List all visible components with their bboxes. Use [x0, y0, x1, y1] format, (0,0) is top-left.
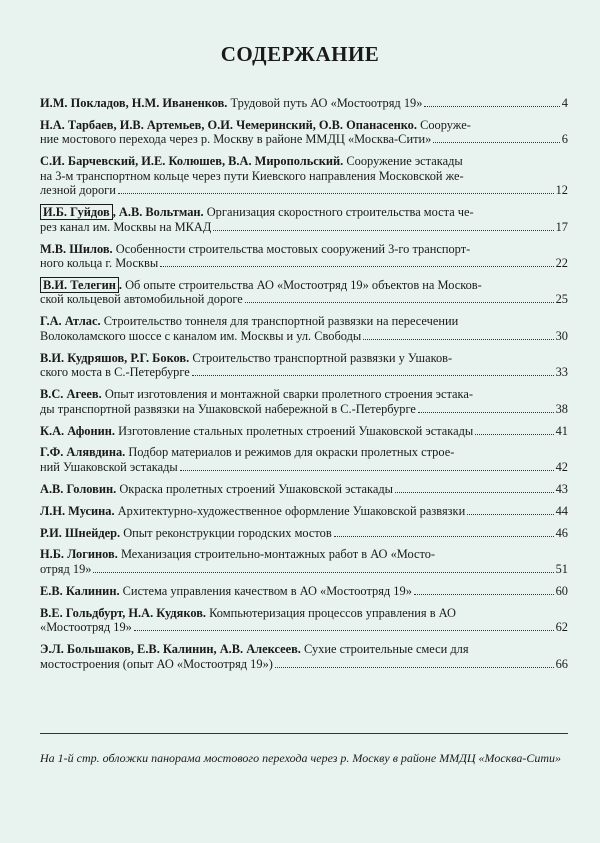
toc-entry-authors: С.И. Барчевский, И.Е. Колюшев, В.А. Миропольский. [40, 154, 344, 169]
toc-entry-title: на 3-м транспортном кольце через пути Киевского направления Московской же- [40, 168, 464, 183]
toc-entry-title: ний Ушаковской эстакады [40, 459, 178, 474]
dot-leader [118, 193, 554, 194]
dot-leader [433, 142, 559, 143]
toc-entry-title: ды транспортной развязки на Ушаковской набережной в С.-Петербурге [40, 401, 416, 416]
toc-entry[interactable] [40, 547, 568, 576]
toc-entry-page: 66 [555, 656, 568, 671]
toc-entry[interactable] [40, 445, 568, 474]
toc-entry-page: 43 [555, 481, 568, 496]
toc-entry-title: отряд 19» [40, 561, 92, 576]
toc-entry-title: Опыт реконструкции городских мостов [123, 525, 332, 540]
toc-entry-page: 30 [555, 328, 568, 343]
dot-leader [414, 594, 554, 595]
toc-entry-title: Сооружение эстакады [346, 154, 463, 169]
toc-entry-authors: Р.И. Шнейдер. [40, 525, 121, 540]
toc-entry-title: Архитектурно-художественное оформление Ушаковской развязки [117, 503, 466, 518]
toc-entry-title: Волоколамского шоссе с каналом им. Москвы и ул. Свободы [40, 328, 362, 343]
dot-leader [395, 492, 554, 493]
dot-leader [180, 470, 554, 471]
dot-leader [192, 375, 554, 376]
toc-entry-title: Сооруже- [420, 117, 471, 132]
toc-entry-page: 60 [555, 583, 568, 598]
toc-entry-page: 17 [555, 219, 568, 234]
toc-entry-authors: . [118, 277, 122, 292]
toc-entry-authors: , А.В. Вольтман. [112, 205, 204, 220]
toc-entry-authors: Н.Б. Логинов. [40, 547, 118, 562]
dot-leader [93, 572, 553, 573]
toc-entry-page: 41 [555, 423, 568, 438]
toc-entry-authors: М.В. Шилов. [40, 241, 113, 256]
toc-entry-title: ние мостового перехода через р. Москву в районе ММДЦ «Москва-Сити» [40, 132, 432, 147]
toc-entry-page: 25 [555, 292, 568, 307]
dot-leader [363, 339, 553, 340]
toc-entry-title: Строительство транспортной развязки у Ушаков- [192, 350, 453, 365]
cover-note: На 1-й стр. обложки панорама мостового перехода через р. Москву в районе ММДЦ «Москва-Сити» [40, 751, 562, 765]
toc-entry-authors: Г.А. Атлас. [40, 314, 101, 329]
dot-leader [467, 514, 553, 515]
toc-entry-title: Изготовление стальных пролетных строений Ушаковской эстакады [118, 423, 474, 438]
toc-entry-authors: Э.Л. Большаков, Е.В. Калинин, А.В. Алексеев. [40, 642, 301, 657]
toc-entry[interactable] [40, 482, 568, 497]
toc-entry-authors: В.И. Кудряшов, Р.Г. Боков. [40, 350, 190, 365]
toc-entry[interactable] [40, 424, 568, 439]
toc-entry-authors: Г.Ф. Алявдина. [40, 445, 126, 460]
dot-leader [334, 536, 554, 537]
toc-entry-authors: Е.В. Калинин. [40, 583, 120, 598]
toc-entry[interactable] [40, 314, 568, 343]
toc-entry-title: Организация скоростного строительства моста че- [206, 205, 474, 220]
toc-entry-authors: Н.А. Тарбаев, И.В. Артемьев, О.И. Чемеринский, О.В. Опанасенко. [40, 117, 417, 132]
toc-entry-title: мостостроения (опыт АО «Мостоотряд 19») [40, 656, 273, 671]
toc-entry[interactable] [40, 526, 568, 541]
toc-entry[interactable] [40, 504, 568, 519]
toc-entry-page: 22 [555, 256, 568, 271]
toc-entry[interactable] [40, 242, 568, 271]
toc-entry-title: Особенности строительства мостовых сооружений 3-го транспорт- [115, 241, 471, 256]
toc-entry-page: 6 [561, 132, 568, 147]
toc-entry-page: 4 [561, 96, 568, 110]
toc-entry-page: 44 [555, 503, 568, 518]
toc-entry[interactable] [40, 205, 568, 234]
toc-entry-title: Об опыте строительства АО «Мостоотряд 19» объектов на Москов- [125, 277, 482, 292]
divider [40, 733, 568, 734]
dot-leader [418, 412, 554, 413]
toc-entry-page: 62 [555, 620, 568, 635]
toc-entry-page: 46 [555, 525, 568, 540]
toc-entry-page: 12 [555, 183, 568, 198]
toc-entry-title: Система управления качеством в АО «Мостоотряд 19» [122, 583, 412, 598]
toc-entry-title: Сухие строительные смеси для [304, 642, 469, 657]
toc-entry-authors-boxed: В.И. Телегин [40, 277, 119, 293]
dot-leader [275, 667, 554, 668]
toc-entry-title: «Мостоотряд 19» [40, 620, 132, 635]
toc-entry[interactable] [40, 351, 568, 380]
toc-entry-page: 42 [555, 459, 568, 474]
toc-entry[interactable] [40, 118, 568, 147]
dot-leader [160, 266, 553, 267]
toc-entry-authors: А.В. Головин. [40, 481, 117, 496]
toc-entry-title: Строительство тоннеля для транспортной развязки на пересечении [103, 314, 459, 329]
toc-entry-authors-boxed: И.Б. Гуйдов [40, 204, 113, 220]
dot-leader [424, 106, 559, 107]
toc-entry-title: Подбор материалов и режимов для окраски пролетных строе- [128, 445, 455, 460]
toc-entry-title: Окраска пролетных строений Ушаковской эстакады [119, 481, 393, 496]
page-title: СОДЕРЖАНИЕ [220, 42, 380, 66]
toc-entry-page: 33 [555, 365, 568, 380]
dot-leader [245, 302, 554, 303]
toc-entry[interactable] [40, 642, 568, 671]
toc-entry-title: рез канал им. Москвы на МКАД [40, 219, 212, 234]
toc-entry[interactable] [40, 606, 568, 635]
toc-entry[interactable] [40, 584, 568, 599]
toc-entry[interactable] [40, 387, 568, 416]
dot-leader [134, 630, 554, 631]
toc-entry-authors: К.А. Афонин. [40, 423, 115, 438]
toc-entry[interactable] [40, 96, 568, 111]
toc-entry-title: ского моста в С.-Петербурге [40, 365, 190, 380]
toc-entry[interactable] [40, 278, 568, 307]
toc-entry-title: Опыт изготовления и монтажной сварки пролетного строения эстака- [104, 387, 474, 402]
toc-entry-title: лезной дороги [40, 183, 116, 198]
toc-entry-title: Трудовой путь АО «Мостоотряд 19» [230, 96, 423, 110]
toc-entry-page: 51 [555, 561, 568, 576]
dot-leader [213, 230, 553, 231]
toc-entry-title: Компьютеризация процессов управления в АО [209, 605, 456, 620]
toc-entry[interactable] [40, 154, 568, 198]
toc-entry-title: ного кольца г. Москвы [40, 256, 159, 271]
toc-entry-authors: В.Е. Гольдбурт, Н.А. Кудяков. [40, 605, 207, 620]
table-of-contents [40, 96, 568, 679]
dot-leader [475, 434, 553, 435]
toc-entry-page: 38 [555, 401, 568, 416]
toc-entry-authors: И.М. Покладов, Н.М. Иваненков. [40, 96, 228, 110]
toc-entry-authors: В.С. Агеев. [40, 387, 102, 402]
toc-entry-title: ской кольцевой автомобильной дороге [40, 292, 243, 307]
toc-entry-authors: Л.Н. Мусина. [40, 503, 115, 518]
toc-entry-title: Механизация строительно-монтажных работ в АО «Мосто- [120, 547, 436, 562]
